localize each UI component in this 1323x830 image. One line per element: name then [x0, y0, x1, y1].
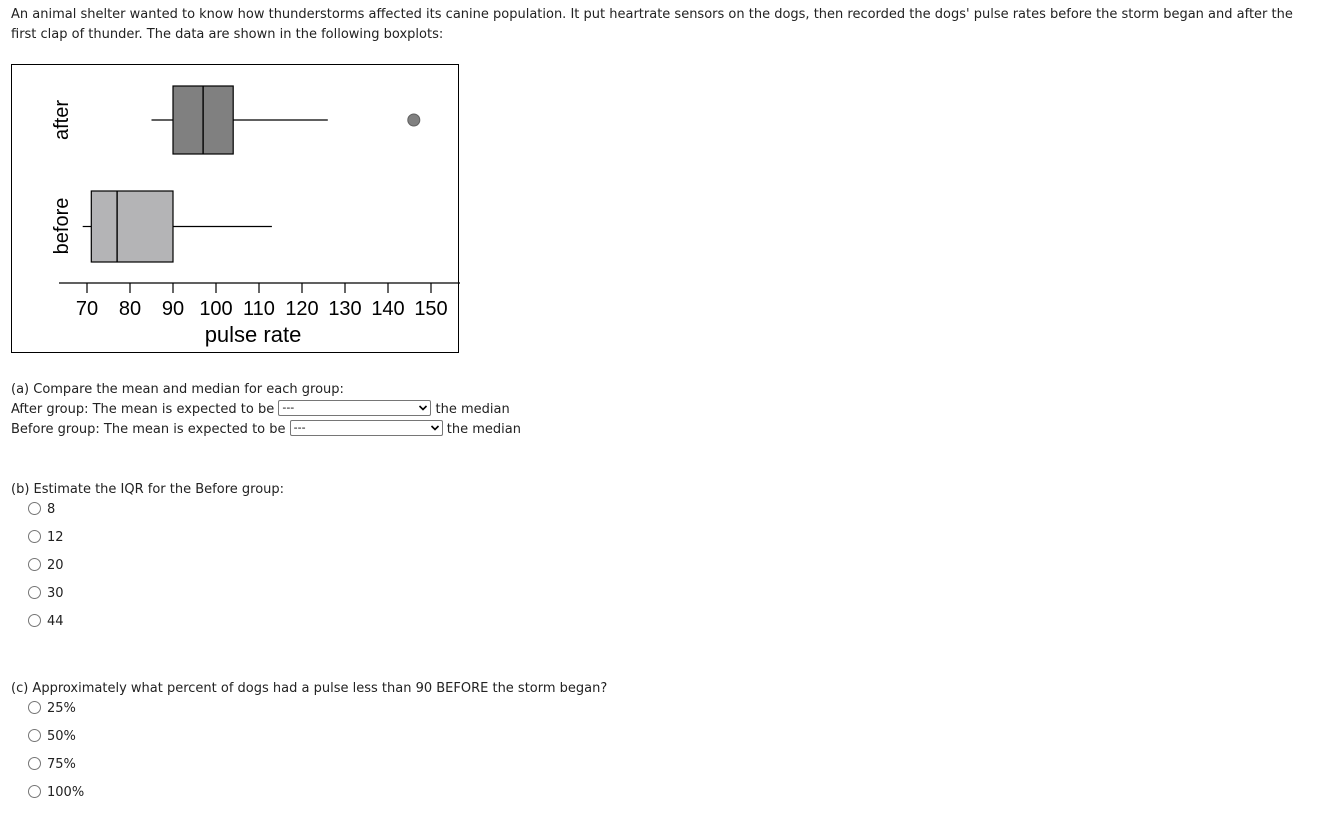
after-group-label: After group: The mean is expected to be	[11, 402, 275, 417]
x-tick-label: 120	[285, 298, 319, 320]
before-mean-dropdown[interactable]	[290, 420, 443, 436]
option-label: 75%	[47, 757, 76, 772]
before-mean-dropdown-value: ---	[293, 421, 306, 434]
x-tick-label: 130	[328, 298, 362, 320]
chevron-down-icon	[430, 421, 440, 435]
before-group-label: Before group: The mean is expected to be	[11, 422, 286, 437]
x-tick-label: 70	[75, 298, 99, 320]
chevron-down-icon	[418, 401, 428, 415]
radio-button[interactable]	[28, 701, 41, 714]
radio-button[interactable]	[28, 558, 41, 571]
part-a-after-row	[11, 400, 510, 420]
x-tick-label: 90	[161, 298, 185, 320]
part-c-heading: (c) Approximately what percent of dogs had a pulse less than 90 BEFORE the storm began?	[11, 681, 608, 696]
x-axis-label: pulse rate	[204, 322, 302, 347]
option-label: 12	[47, 530, 64, 545]
option-label: 8	[47, 502, 56, 517]
option-label: 30	[47, 586, 64, 601]
radio-button[interactable]	[28, 785, 41, 798]
after-outlier-point	[408, 114, 420, 126]
before-group-suffix: the median	[446, 422, 521, 437]
radio-button[interactable]	[28, 614, 41, 627]
boxplot-svg	[12, 65, 460, 354]
iqr-option-12[interactable]	[28, 528, 64, 548]
x-tick-label: 80	[118, 298, 142, 320]
option-label: 44	[47, 614, 64, 629]
part-a-before-row	[11, 420, 521, 440]
percent-option-25[interactable]	[28, 699, 76, 719]
percent-option-50[interactable]	[28, 727, 76, 747]
radio-button[interactable]	[28, 729, 41, 742]
before-group-label: before	[51, 197, 73, 255]
iqr-option-44[interactable]	[28, 612, 64, 632]
iqr-option-20[interactable]	[28, 556, 64, 576]
radio-button[interactable]	[28, 757, 41, 770]
boxplot-chart	[11, 64, 459, 353]
part-a-heading: (a) Compare the mean and median for each group:	[11, 382, 344, 397]
option-label: 25%	[47, 701, 76, 716]
option-label: 100%	[47, 785, 85, 800]
percent-option-100[interactable]	[28, 783, 84, 803]
after-mean-dropdown[interactable]	[278, 400, 431, 416]
iqr-option-30[interactable]	[28, 584, 64, 604]
x-tick-label: 110	[243, 298, 275, 320]
x-tick-label: 150	[414, 298, 448, 320]
radio-button[interactable]	[28, 502, 41, 515]
option-label: 20	[47, 558, 64, 573]
before-iqr-box	[91, 191, 173, 262]
radio-button[interactable]	[28, 586, 41, 599]
part-b-heading: (b) Estimate the IQR for the Before group:	[11, 482, 285, 497]
after-mean-dropdown-value: ---	[282, 401, 295, 414]
x-tick-label: 140	[371, 298, 405, 320]
after-group-suffix: the median	[435, 402, 510, 417]
x-tick-label: 100	[199, 298, 233, 320]
radio-button[interactable]	[28, 530, 41, 543]
iqr-option-8[interactable]	[28, 500, 55, 520]
problem-intro: An animal shelter wanted to know how thunderstorms affected its canine population. It put heartrate sensors on the dogs, then recorded the dogs' pulse rates before the storm began and after the first clap of thunder. The data are shown in the following boxplots:	[11, 7, 1293, 42]
option-label: 50%	[47, 729, 76, 744]
percent-option-75[interactable]	[28, 755, 76, 775]
after-group-label: after	[51, 99, 73, 141]
